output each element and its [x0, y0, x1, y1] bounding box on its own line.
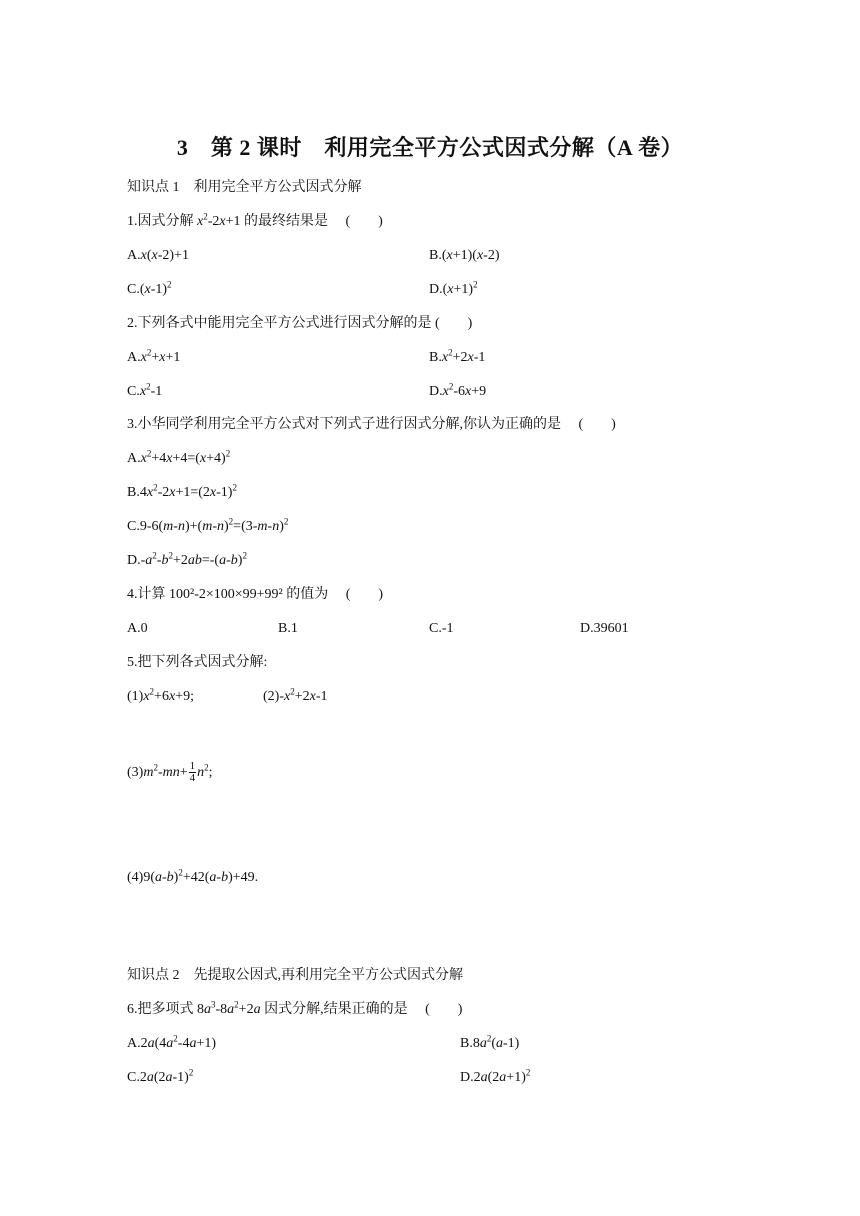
question-4-option-d: D.39601	[580, 621, 629, 636]
section-heading-2: 知识点 2 先提取公因式,再利用完全平方公式因式分解	[127, 968, 463, 983]
question-2-stem: 2.下列各式中能用完全平方公式进行因式分解的是 ( )	[127, 316, 473, 331]
question-1-stem: 1.因式分解 $x^2-2x+1$ 的最终结果是 ( )	[127, 211, 383, 229]
question-6-option-c: $C.2a(2a-1)^2$	[127, 1067, 194, 1085]
question-2-option-d: $D.x^2-6x+9$	[429, 381, 487, 399]
question-1-option-b: B.(x+1)(x-2)	[429, 248, 500, 263]
question-1-option-c: $C.(x-1)^2$	[127, 279, 172, 297]
question-2-option-b: $B.x^2+2x-1$	[429, 347, 486, 365]
question-6-option-b: $B.8a^2(a-1)$	[460, 1033, 520, 1051]
question-6-option-d: $D.2a(2a+1)^2$	[460, 1067, 531, 1085]
question-6-option-a: $A.2a(4a^2-4a+1)$	[127, 1033, 217, 1051]
question-4-stem: 4.计算 100²-2×100×99+99² 的值为 ( )	[127, 587, 384, 602]
question-4-option-c: C.-1	[429, 621, 454, 636]
question-5-stem: 5.把下列各式因式分解:	[127, 655, 268, 670]
question-3-option-d: $D.-a^2-b^2+2ab=-(a-b)^2$	[127, 550, 247, 568]
question-4-option-a: A.0	[127, 621, 148, 636]
question-2-option-a: $A.x^2+x+1$	[127, 347, 181, 365]
question-3-stem: 3.小华同学利用完全平方公式对下列式子进行因式分解,你认为正确的是 ( )	[127, 417, 616, 432]
page-title: 3 第 2 课时 利用完全平方公式因式分解（A 卷）	[176, 135, 684, 160]
question-1-option-d: $D.(x+1)^2$	[429, 279, 478, 297]
question-3-option-c: $C.9-6(m-n)+(m-n)^2=(3-m-n)^2$	[127, 516, 289, 534]
question-5-part-4: $(4)9(a-b)^2+42(a-b)+49$.	[127, 867, 259, 885]
question-5-part-3: $(3)m^2-mn+$ $\frac{1}{4}$ $n^2$;	[127, 760, 213, 785]
section-heading-1: 知识点 1 利用完全平方公式因式分解	[127, 180, 362, 195]
question-3-option-b: $B.4x^2-2x+1=(2x-1)^2$	[127, 482, 237, 500]
question-4-option-b: B.1	[278, 621, 298, 636]
question-5-part-1: $(1)x^2+6x+9$;	[127, 686, 194, 704]
question-5-part-2: $(2)-x^2+2x-1$	[263, 686, 328, 704]
question-2-option-c: $C.x^2-1$	[127, 381, 163, 399]
question-6-stem: 6.把多项式 $8a^3-8a^2+2a$ 因式分解,结果正确的是 ( )	[127, 999, 463, 1017]
question-3-option-a: $A.x^2+4x+4=(x+4)^2$	[127, 448, 231, 466]
fraction-one-quarter: $\frac{1}{4}$	[189, 760, 196, 785]
question-1-option-a: A.x(x-2)+1	[127, 248, 189, 263]
